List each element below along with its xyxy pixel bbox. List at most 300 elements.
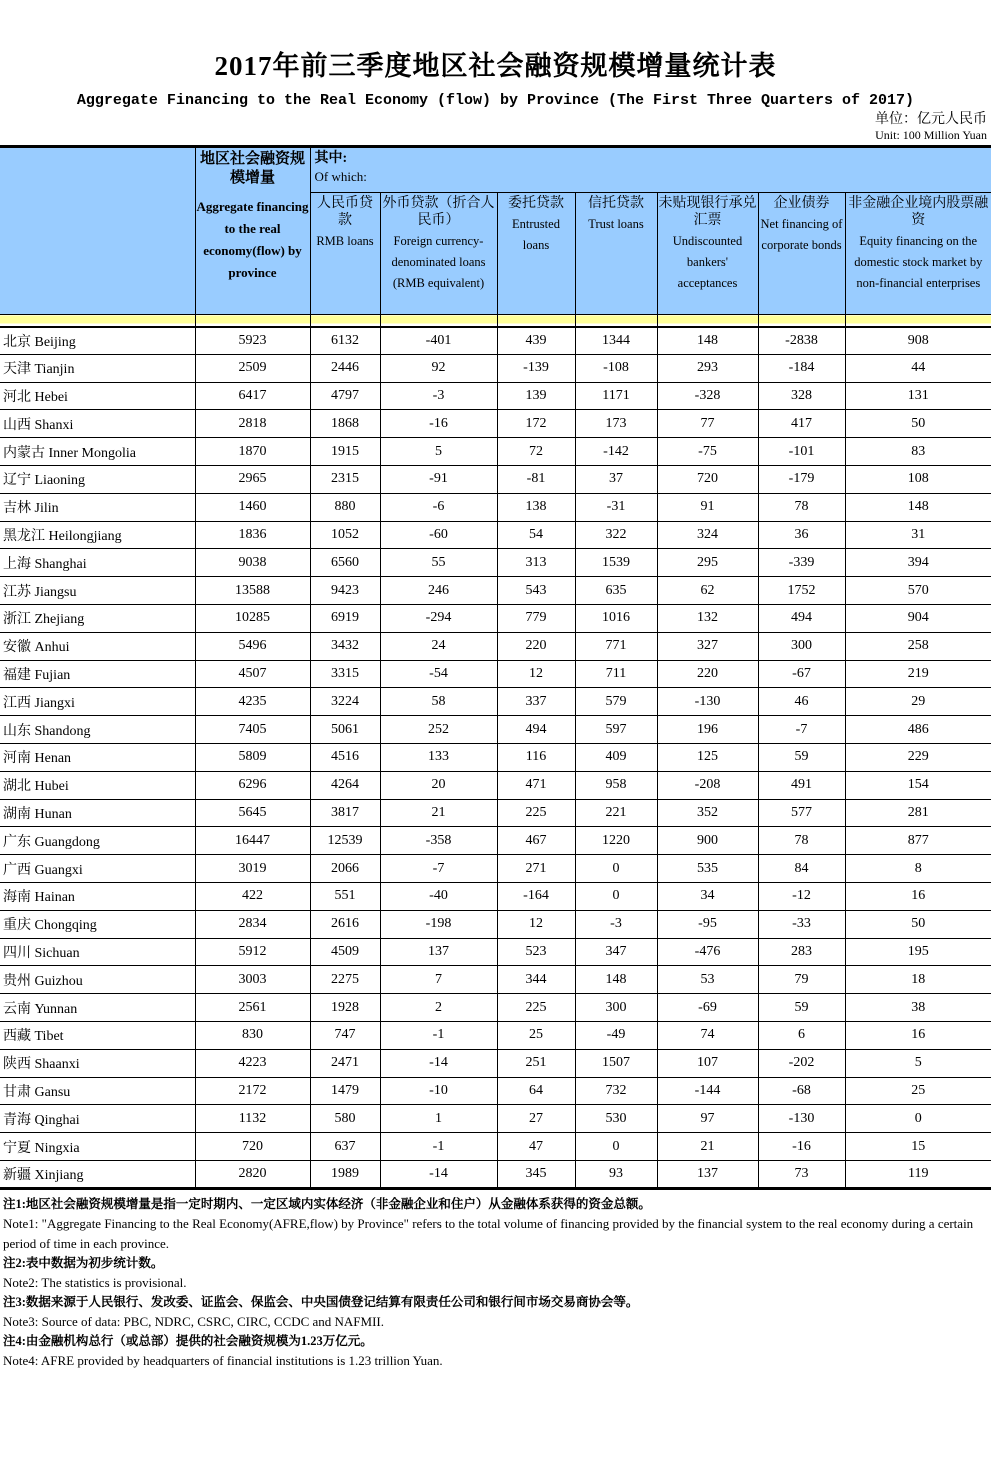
table-row <box>0 716 991 744</box>
value-cell: -144 <box>657 1077 758 1105</box>
value-cell: -130 <box>758 1105 845 1133</box>
value-cell: 3817 <box>310 799 380 827</box>
value-cell: 327 <box>657 632 758 660</box>
afre-table <box>0 145 991 1190</box>
value-cell: -3 <box>575 910 657 938</box>
value-cell: 1220 <box>575 827 657 855</box>
province-cell: 辽宁 Liaoning <box>0 465 195 493</box>
province-cell: 河北 Hebei <box>0 382 195 410</box>
value-cell: 44 <box>845 354 991 382</box>
value-cell: 84 <box>758 855 845 883</box>
value-cell: 900 <box>657 827 758 855</box>
table-row <box>0 743 991 771</box>
table-row <box>0 1077 991 1105</box>
province-cell: 河南 Henan <box>0 743 195 771</box>
value-cell: 771 <box>575 632 657 660</box>
value-cell: 720 <box>195 1133 310 1161</box>
value-cell: 6296 <box>195 771 310 799</box>
value-cell: 21 <box>380 799 497 827</box>
header-undiscounted-acceptances: 未贴现银行承兑汇票 Undiscounted bankers' acceptances <box>657 193 758 315</box>
value-cell: -60 <box>380 521 497 549</box>
value-cell: -1 <box>380 1021 497 1049</box>
header-entrusted-loans: 委托贷款 Entrusted loans <box>497 193 575 315</box>
value-cell: 2561 <box>195 994 310 1022</box>
value-cell: 958 <box>575 771 657 799</box>
value-cell: 0 <box>575 855 657 883</box>
value-cell: 78 <box>758 827 845 855</box>
value-cell: -179 <box>758 465 845 493</box>
value-cell: -16 <box>380 410 497 438</box>
value-cell: -208 <box>657 771 758 799</box>
table-row <box>0 910 991 938</box>
header-of-which-zh: 其中: <box>314 151 348 166</box>
value-cell: 3003 <box>195 966 310 994</box>
value-cell: 225 <box>497 799 575 827</box>
table-row <box>0 604 991 632</box>
value-cell: 271 <box>497 855 575 883</box>
value-cell: 196 <box>657 716 758 744</box>
value-cell: 5 <box>380 438 497 466</box>
value-cell: 24 <box>380 632 497 660</box>
value-cell: 59 <box>758 994 845 1022</box>
value-cell: 1460 <box>195 493 310 521</box>
province-cell: 广西 Guangxi <box>0 855 195 883</box>
value-cell: 5061 <box>310 716 380 744</box>
value-cell: -108 <box>575 354 657 382</box>
value-cell: -2838 <box>758 327 845 355</box>
value-cell: 471 <box>497 771 575 799</box>
value-cell: 281 <box>845 799 991 827</box>
value-cell: -476 <box>657 938 758 966</box>
unit-block <box>0 112 991 143</box>
value-cell: -69 <box>657 994 758 1022</box>
value-cell: 13588 <box>195 577 310 605</box>
value-cell: -7 <box>380 855 497 883</box>
table-row <box>0 771 991 799</box>
table-row <box>0 1105 991 1133</box>
header-foreign-currency-loans: 外币贷款（折合人民币） Foreign currency-denominated loans (RMB equivalent) <box>380 193 497 315</box>
value-cell: 7405 <box>195 716 310 744</box>
value-cell: 293 <box>657 354 758 382</box>
table-row <box>0 1021 991 1049</box>
value-cell: 1868 <box>310 410 380 438</box>
value-cell: 720 <box>657 465 758 493</box>
value-cell: 337 <box>497 688 575 716</box>
value-cell: 220 <box>657 660 758 688</box>
value-cell: -401 <box>380 327 497 355</box>
value-cell: 0 <box>845 1105 991 1133</box>
value-cell: 133 <box>380 743 497 771</box>
value-cell: 4264 <box>310 771 380 799</box>
value-cell: 72 <box>497 438 575 466</box>
value-cell: 34 <box>657 882 758 910</box>
value-cell: 53 <box>657 966 758 994</box>
value-cell: 77 <box>657 410 758 438</box>
value-cell: 877 <box>845 827 991 855</box>
table-row <box>0 410 991 438</box>
value-cell: 16 <box>845 882 991 910</box>
value-cell: 47 <box>497 1133 575 1161</box>
value-cell: 1836 <box>195 521 310 549</box>
table-row <box>0 827 991 855</box>
province-cell: 四川 Sichuan <box>0 938 195 966</box>
table-row <box>0 799 991 827</box>
table-row <box>0 493 991 521</box>
value-cell: -3 <box>380 382 497 410</box>
value-cell: 1752 <box>758 577 845 605</box>
value-cell: 138 <box>497 493 575 521</box>
value-cell: -81 <box>497 465 575 493</box>
value-cell: 37 <box>575 465 657 493</box>
province-cell: 云南 Yunnan <box>0 994 195 1022</box>
header-aggregate-financing <box>195 147 310 315</box>
value-cell: 486 <box>845 716 991 744</box>
value-cell: 1870 <box>195 438 310 466</box>
value-cell: 91 <box>657 493 758 521</box>
value-cell: 21 <box>657 1133 758 1161</box>
province-cell: 湖南 Hunan <box>0 799 195 827</box>
value-cell: 74 <box>657 1021 758 1049</box>
province-cell: 贵州 Guizhou <box>0 966 195 994</box>
note-2-zh: 注2:表中数据为初步统计数。 <box>3 1255 164 1270</box>
table-row <box>0 1160 991 1188</box>
value-cell: 4516 <box>310 743 380 771</box>
value-cell: 344 <box>497 966 575 994</box>
value-cell: -33 <box>758 910 845 938</box>
value-cell: 328 <box>758 382 845 410</box>
note-4-en: Note4: AFRE provided by headquarters of financial institutions is 1.23 trillion Yuan. <box>3 1352 443 1368</box>
value-cell: 2471 <box>310 1049 380 1077</box>
value-cell: 2818 <box>195 410 310 438</box>
table-row <box>0 1133 991 1161</box>
header-of-which <box>310 147 991 193</box>
value-cell: -7 <box>758 716 845 744</box>
value-cell: 7 <box>380 966 497 994</box>
value-cell: 2834 <box>195 910 310 938</box>
value-cell: 551 <box>310 882 380 910</box>
table-row <box>0 577 991 605</box>
value-cell: 55 <box>380 549 497 577</box>
value-cell: 125 <box>657 743 758 771</box>
table-row <box>0 382 991 410</box>
value-cell: 6919 <box>310 604 380 632</box>
value-cell: 173 <box>575 410 657 438</box>
value-cell: 394 <box>845 549 991 577</box>
value-cell: 25 <box>845 1077 991 1105</box>
value-cell: 1989 <box>310 1160 380 1188</box>
value-cell: 79 <box>758 966 845 994</box>
value-cell: 2820 <box>195 1160 310 1188</box>
value-cell: 219 <box>845 660 991 688</box>
value-cell: 5912 <box>195 938 310 966</box>
value-cell: -198 <box>380 910 497 938</box>
value-cell: 494 <box>497 716 575 744</box>
value-cell: 1052 <box>310 521 380 549</box>
header-of-which-en: Of which: <box>314 169 367 184</box>
value-cell: 50 <box>845 910 991 938</box>
value-cell: 97 <box>657 1105 758 1133</box>
value-cell: -184 <box>758 354 845 382</box>
value-cell: 131 <box>845 382 991 410</box>
value-cell: 579 <box>575 688 657 716</box>
table-row <box>0 1049 991 1077</box>
value-cell: -14 <box>380 1160 497 1188</box>
value-cell: 220 <box>497 632 575 660</box>
corner-cell <box>0 147 195 315</box>
value-cell: -294 <box>380 604 497 632</box>
value-cell: 1171 <box>575 382 657 410</box>
value-cell: -1 <box>380 1133 497 1161</box>
unit-label-zh: 单位：亿元人民币 <box>875 112 987 127</box>
value-cell: 4509 <box>310 938 380 966</box>
province-cell: 北京 Beijing <box>0 327 195 355</box>
value-cell: 880 <box>310 493 380 521</box>
value-cell: -54 <box>380 660 497 688</box>
value-cell: 1132 <box>195 1105 310 1133</box>
value-cell: 732 <box>575 1077 657 1105</box>
value-cell: 2509 <box>195 354 310 382</box>
note-1-en: Note1: "Aggregate Financing to the Real Economy(AFRE,flow) by Province" refers to the total volume of financing provided by the financial system to the real economy during a certain period of time in each province. <box>3 1215 974 1251</box>
value-cell: -12 <box>758 882 845 910</box>
value-cell: 3019 <box>195 855 310 883</box>
province-cell: 宁夏 Ningxia <box>0 1133 195 1161</box>
value-cell: 4223 <box>195 1049 310 1077</box>
value-cell: 2172 <box>195 1077 310 1105</box>
value-cell: 10285 <box>195 604 310 632</box>
value-cell: 908 <box>845 327 991 355</box>
value-cell: 36 <box>758 521 845 549</box>
value-cell: 352 <box>657 799 758 827</box>
value-cell: 229 <box>845 743 991 771</box>
value-cell: -139 <box>497 354 575 382</box>
value-cell: -328 <box>657 382 758 410</box>
value-cell: 439 <box>497 327 575 355</box>
value-cell: 137 <box>657 1160 758 1188</box>
note-4-zh: 注4:由金融机构总行（或总部）提供的社会融资规模为1.23万亿元。 <box>3 1333 373 1348</box>
table-row <box>0 465 991 493</box>
province-cell: 西藏 Tibet <box>0 1021 195 1049</box>
value-cell: 107 <box>657 1049 758 1077</box>
value-cell: 83 <box>845 438 991 466</box>
value-cell: 347 <box>575 938 657 966</box>
value-cell: 3315 <box>310 660 380 688</box>
value-cell: 6132 <box>310 327 380 355</box>
province-cell: 甘肃 Gansu <box>0 1077 195 1105</box>
value-cell: 2616 <box>310 910 380 938</box>
value-cell: 322 <box>575 521 657 549</box>
note-1-zh: 注1:地区社会融资规模增量是指一定时期内、一定区域内实体经济（非金融企业和住户）从金融体系获得的资金总额。 <box>3 1196 651 1211</box>
province-cell: 青海 Qinghai <box>0 1105 195 1133</box>
yellow-band-row <box>0 315 991 327</box>
value-cell: 283 <box>758 938 845 966</box>
value-cell: 5 <box>845 1049 991 1077</box>
province-cell: 湖北 Hubei <box>0 771 195 799</box>
value-cell: 29 <box>845 688 991 716</box>
value-cell: 1539 <box>575 549 657 577</box>
value-cell: 3224 <box>310 688 380 716</box>
value-cell: 324 <box>657 521 758 549</box>
table-row <box>0 938 991 966</box>
table-row <box>0 354 991 382</box>
value-cell: 747 <box>310 1021 380 1049</box>
value-cell: 635 <box>575 577 657 605</box>
value-cell: 6560 <box>310 549 380 577</box>
value-cell: 221 <box>575 799 657 827</box>
value-cell: 64 <box>497 1077 575 1105</box>
value-cell: 18 <box>845 966 991 994</box>
value-cell: 417 <box>758 410 845 438</box>
value-cell: -339 <box>758 549 845 577</box>
value-cell: 1344 <box>575 327 657 355</box>
header-equity-financing: 非金融企业境内股票融资 Equity financing on the domestic stock market by non-financial enterprises <box>845 193 991 315</box>
value-cell: 6417 <box>195 382 310 410</box>
value-cell: 8 <box>845 855 991 883</box>
value-cell: 59 <box>758 743 845 771</box>
table-row <box>0 327 991 355</box>
value-cell: 1507 <box>575 1049 657 1077</box>
value-cell: 92 <box>380 354 497 382</box>
value-cell: 132 <box>657 604 758 632</box>
value-cell: 543 <box>497 577 575 605</box>
value-cell: 148 <box>575 966 657 994</box>
value-cell: 295 <box>657 549 758 577</box>
header-corporate-bonds: 企业债券 Net financing of corporate bonds <box>758 193 845 315</box>
value-cell: 409 <box>575 743 657 771</box>
value-cell: 148 <box>657 327 758 355</box>
value-cell: 58 <box>380 688 497 716</box>
header-trust-loans: 信托贷款 Trust loans <box>575 193 657 315</box>
province-cell: 海南 Hainan <box>0 882 195 910</box>
value-cell: 137 <box>380 938 497 966</box>
value-cell: -31 <box>575 493 657 521</box>
value-cell: 15 <box>845 1133 991 1161</box>
value-cell: -130 <box>657 688 758 716</box>
province-cell: 天津 Tianjin <box>0 354 195 382</box>
value-cell: 530 <box>575 1105 657 1133</box>
value-cell: 830 <box>195 1021 310 1049</box>
value-cell: 580 <box>310 1105 380 1133</box>
value-cell: -14 <box>380 1049 497 1077</box>
value-cell: 154 <box>845 771 991 799</box>
province-cell: 浙江 Zhejiang <box>0 604 195 632</box>
value-cell: 12 <box>497 910 575 938</box>
value-cell: 0 <box>575 882 657 910</box>
value-cell: 4797 <box>310 382 380 410</box>
note-3-zh: 注3:数据来源于人民银行、发改委、证监会、保监会、中央国债登记结算有限责任公司和银行间市场交易商协会等。 <box>3 1294 639 1309</box>
value-cell: -68 <box>758 1077 845 1105</box>
value-cell: -40 <box>380 882 497 910</box>
value-cell: 6 <box>758 1021 845 1049</box>
province-cell: 重庆 Chongqing <box>0 910 195 938</box>
value-cell: -164 <box>497 882 575 910</box>
province-cell: 江西 Jiangxi <box>0 688 195 716</box>
value-cell: -16 <box>758 1133 845 1161</box>
table-row <box>0 521 991 549</box>
value-cell: 2275 <box>310 966 380 994</box>
value-cell: 494 <box>758 604 845 632</box>
value-cell: -101 <box>758 438 845 466</box>
header-aggregate-zh: 地区社会融资规模增量 <box>199 151 305 186</box>
notes-section <box>0 1190 991 1371</box>
value-cell: 597 <box>575 716 657 744</box>
value-cell: 54 <box>497 521 575 549</box>
value-cell: 148 <box>845 493 991 521</box>
value-cell: 172 <box>497 410 575 438</box>
value-cell: 12 <box>497 660 575 688</box>
value-cell: -49 <box>575 1021 657 1049</box>
value-cell: 93 <box>575 1160 657 1188</box>
province-cell: 上海 Shanghai <box>0 549 195 577</box>
table-row <box>0 882 991 910</box>
table-row <box>0 966 991 994</box>
value-cell: 38 <box>845 994 991 1022</box>
value-cell: 1016 <box>575 604 657 632</box>
value-cell: 2965 <box>195 465 310 493</box>
province-cell: 山东 Shandong <box>0 716 195 744</box>
value-cell: 139 <box>497 382 575 410</box>
value-cell: 711 <box>575 660 657 688</box>
value-cell: -67 <box>758 660 845 688</box>
value-cell: 779 <box>497 604 575 632</box>
value-cell: 577 <box>758 799 845 827</box>
value-cell: 3432 <box>310 632 380 660</box>
value-cell: 225 <box>497 994 575 1022</box>
province-cell: 安徽 Anhui <box>0 632 195 660</box>
note-2-en: Note2: The statistics is provisional. <box>3 1274 187 1290</box>
value-cell: 523 <box>497 938 575 966</box>
value-cell: 195 <box>845 938 991 966</box>
header-aggregate-en: Aggregate financing to the real economy(flow) by province <box>196 199 309 280</box>
province-cell: 新疆 Xinjiang <box>0 1160 195 1188</box>
value-cell: 16447 <box>195 827 310 855</box>
value-cell: 20 <box>380 771 497 799</box>
value-cell: 300 <box>575 994 657 1022</box>
value-cell: 25 <box>497 1021 575 1049</box>
value-cell: -6 <box>380 493 497 521</box>
value-cell: 78 <box>758 493 845 521</box>
value-cell: 300 <box>758 632 845 660</box>
value-cell: 4507 <box>195 660 310 688</box>
value-cell: 50 <box>845 410 991 438</box>
table-row <box>0 549 991 577</box>
province-cell: 广东 Guangdong <box>0 827 195 855</box>
value-cell: 904 <box>845 604 991 632</box>
value-cell: 422 <box>195 882 310 910</box>
province-cell: 内蒙古 Inner Mongolia <box>0 438 195 466</box>
value-cell: 5809 <box>195 743 310 771</box>
value-cell: -75 <box>657 438 758 466</box>
value-cell: 108 <box>845 465 991 493</box>
value-cell: 5923 <box>195 327 310 355</box>
page-title-en: Aggregate Financing to the Real Economy (flow) by Province (The First Three Quarters of 2017) <box>76 92 915 109</box>
value-cell: 4235 <box>195 688 310 716</box>
table-row <box>0 632 991 660</box>
value-cell: 252 <box>380 716 497 744</box>
value-cell: 2315 <box>310 465 380 493</box>
value-cell: 345 <box>497 1160 575 1188</box>
table-row <box>0 660 991 688</box>
value-cell: 46 <box>758 688 845 716</box>
value-cell: 1915 <box>310 438 380 466</box>
value-cell: 16 <box>845 1021 991 1049</box>
value-cell: 9038 <box>195 549 310 577</box>
value-cell: 12539 <box>310 827 380 855</box>
value-cell: 119 <box>845 1160 991 1188</box>
value-cell: 637 <box>310 1133 380 1161</box>
value-cell: -202 <box>758 1049 845 1077</box>
header-rmb-loans: 人民币贷款 RMB loans <box>310 193 380 315</box>
value-cell: 62 <box>657 577 758 605</box>
